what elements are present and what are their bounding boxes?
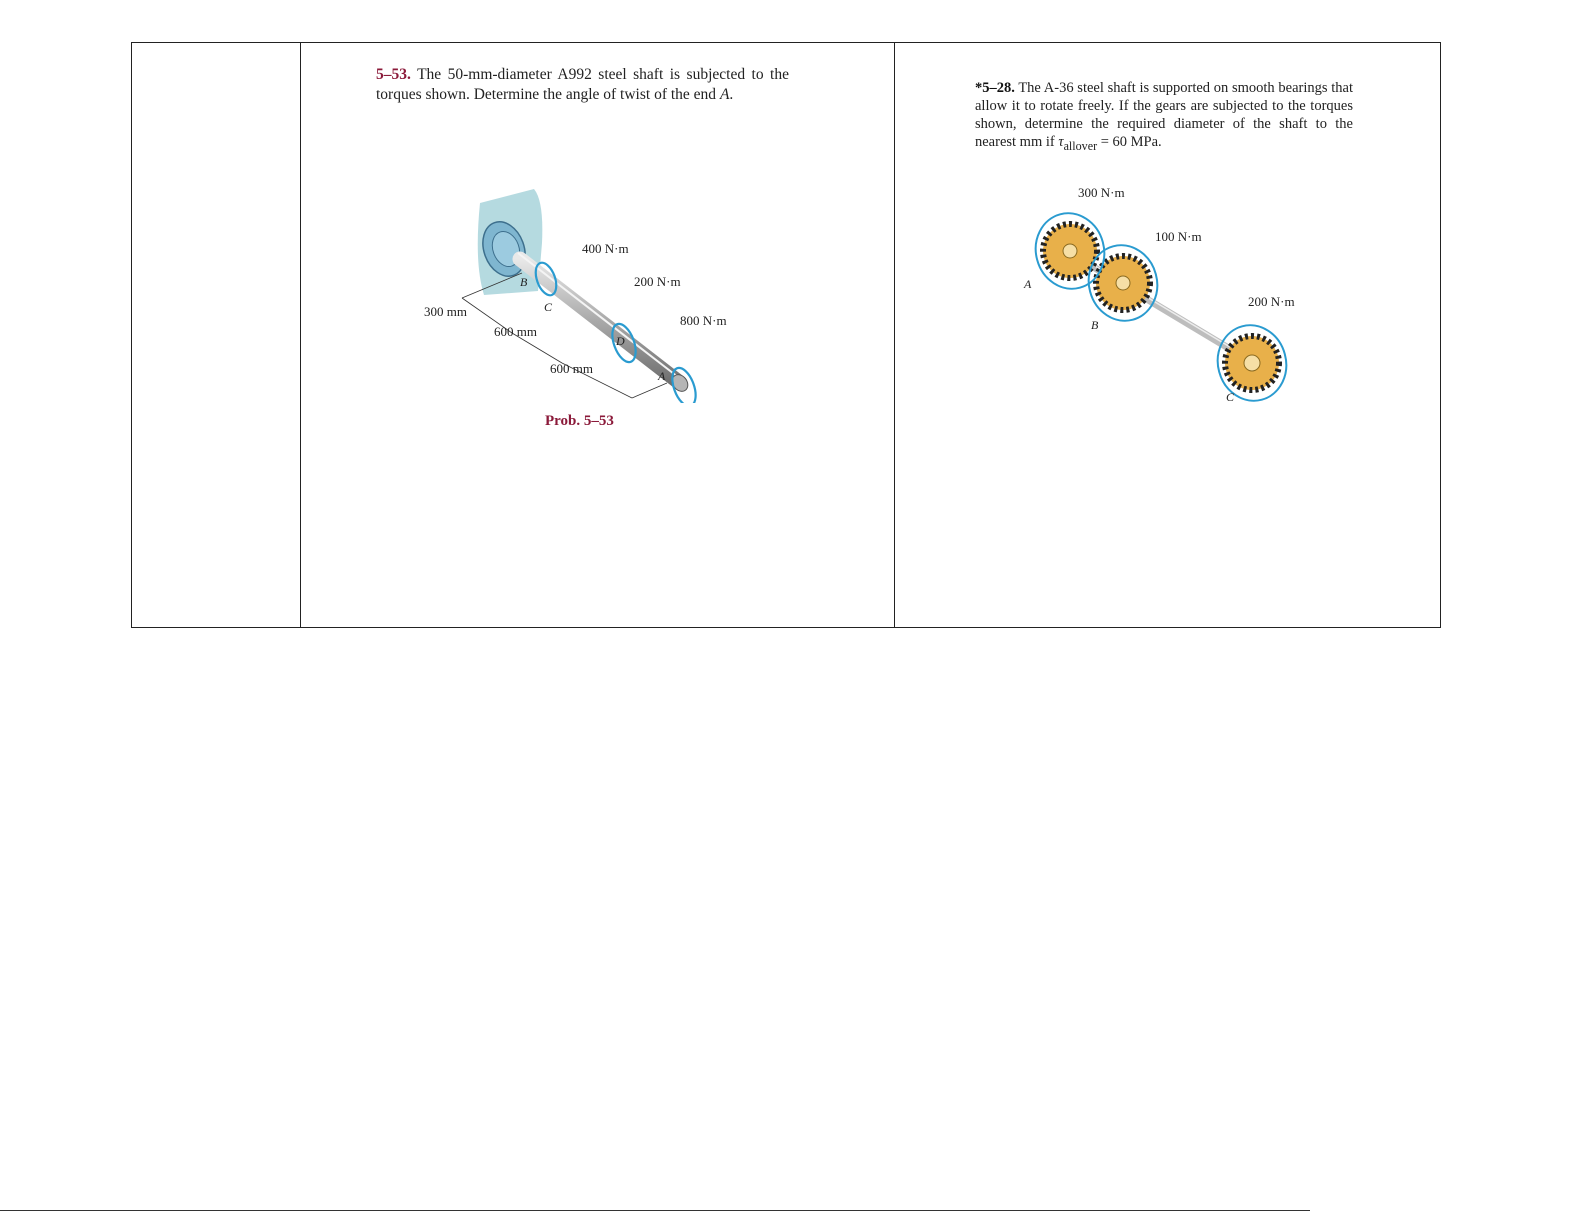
gear-torque-label-200: 200 N·m (1248, 294, 1295, 309)
length-label-600-b: 600 mm (550, 361, 593, 376)
length-label-600-a: 600 mm (494, 324, 537, 339)
point-label-a: A (658, 369, 666, 383)
problem-caption: Prob. 5–53 (545, 413, 614, 429)
problem-statement: The 50-mm-diameter A992 steel shaft is subjected to the torques shown. Determine the angle of twist of the end (376, 66, 789, 103)
shaft-figure (412, 183, 752, 403)
tau-symbol: τ (1058, 134, 1064, 150)
problem-number-528: *5–28. (975, 80, 1015, 96)
problem-statement-528: The A-36 steel shaft is supported on smooth bearings that allow it to rotate freely. If the gears are subjected to the torques shown, determine the required diameter of the shaft to the nearest mm if (975, 80, 1353, 150)
point-label-c: C (544, 300, 553, 314)
footer-rule (0, 1210, 1310, 1211)
tau-subscript: allover (1063, 138, 1098, 153)
gear-torque-label-100: 100 N·m (1155, 229, 1202, 244)
document-table (131, 42, 1441, 628)
gear-a (1043, 224, 1097, 278)
length-label-300: 300 mm (424, 304, 467, 319)
end-period: . (729, 86, 734, 103)
column-divider-1 (300, 43, 301, 627)
torque-label-400: 400 N·m (582, 241, 629, 256)
gear-point-label-a: A (1024, 277, 1032, 291)
gear-shaft-figure (1000, 183, 1320, 413)
problem-number: 5–53. (376, 66, 411, 83)
gear-torque-label-300: 300 N·m (1078, 185, 1125, 200)
allowable-stress: = 60 MPa. (1100, 134, 1162, 150)
gear-point-label-c: C (1226, 390, 1235, 404)
problem-5-53-text (376, 65, 789, 105)
torque-label-200: 200 N·m (634, 274, 681, 289)
gear-b (1096, 256, 1150, 310)
gear-point-label-b: B (1091, 318, 1099, 332)
point-label-d: D (616, 334, 625, 348)
problem-5-28-text (975, 79, 1353, 155)
point-label-b: B (520, 275, 528, 289)
wall-support (476, 189, 543, 295)
gear-c (1225, 336, 1279, 390)
torque-label-800: 800 N·m (680, 313, 727, 328)
end-variable: A (719, 86, 730, 103)
column-divider-2 (894, 43, 895, 627)
